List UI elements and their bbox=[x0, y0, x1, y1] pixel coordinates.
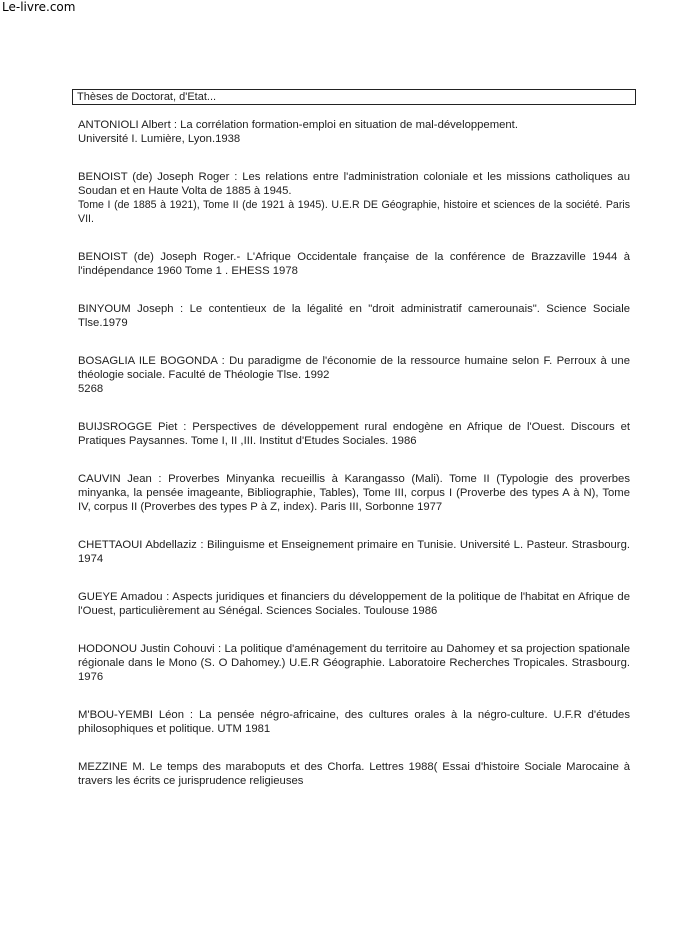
thesis-entry bbox=[78, 760, 630, 788]
entry-text: ANTONIOLI Albert : La corrélation formation-emploi en situation de mal-développement. bbox=[78, 119, 518, 131]
watermark: Le-livre.com bbox=[2, 0, 76, 14]
thesis-entry bbox=[78, 354, 630, 396]
thesis-entry bbox=[78, 472, 630, 514]
entry-text: BENOIST (de) Joseph Roger : Les relations entre l'administration coloniale et les missions catholiques au Soudan et en Haute Volta de 1885 à 1945. bbox=[78, 171, 630, 197]
entry-text: CHETTAOUI Abdellaziz : Bilinguisme et Enseignement primaire en Tunisie. Université L. Pasteur. Strasbourg. 1974 bbox=[78, 539, 630, 565]
thesis-entry bbox=[78, 590, 630, 618]
section-title: Thèses de Doctorat, d'Etat... bbox=[72, 89, 636, 105]
thesis-entry bbox=[78, 170, 630, 226]
entry-text: MEZZINE M. Le temps des maraboputs et des Chorfa. Lettres 1988( Essai d'histoire Sociale Marocaine à travers les écrits ce jurisprudence religieuses bbox=[78, 761, 630, 787]
thesis-list bbox=[78, 118, 630, 812]
entry-text: GUEYE Amadou : Aspects juridiques et financiers du développement de la politique de l'habitat en Afrique de l'Ouest, particulièrement au Sénégal. Sciences Sociales. Toulouse 1986 bbox=[78, 591, 630, 617]
entry-subtext: Tome I (de 1885 à 1921), Tome II (de 1921 à 1945). U.E.R DE Géographie, histoire et sciences de la société. Paris VII. bbox=[78, 199, 630, 225]
entry-text: BENOIST (de) Joseph Roger.- L'Afrique Occidentale française de la conférence de Brazzaville 1944 à l'indépendance 1960 Tome 1 . EHESS 1978 bbox=[78, 251, 630, 277]
entry-text: HODONOU Justin Cohouvi : La politique d'aménagement du territoire au Dahomey et sa projection spationale régionale dans le Mono (S. O Dahomey.) U.E.R Géographie. Laboratoire Recherches Tropicales. Strasbourg. 1976 bbox=[78, 643, 630, 683]
thesis-entry bbox=[78, 420, 630, 448]
thesis-entry bbox=[78, 708, 630, 736]
entry-text: Université I. Lumière, Lyon.1938 bbox=[78, 133, 241, 145]
entry-text: BUIJSROGGE Piet : Perspectives de développement rural endogène en Afrique de l'Ouest. Discours et Pratiques Paysannes. Tome I, II ,III. Institut d'Etudes Sociales. 1986 bbox=[78, 421, 630, 447]
entry-text: 5268 bbox=[78, 383, 104, 395]
entry-text: CAUVIN Jean : Proverbes Minyanka recueillis à Karangasso (Mali). Tome II (Typologie des proverbes minyanka, la pensée imageante, Bibliographie, Tables), Tome III, corpus I (Proverbe des types A à N), Tome IV, corpus II (Proverbes des types P à Z, index). Paris III, Sorbonne 1977 bbox=[78, 473, 630, 513]
thesis-entry bbox=[78, 302, 630, 330]
thesis-entry bbox=[78, 538, 630, 566]
entry-text: BOSAGLIA ILE BOGONDA : Du paradigme de l'économie de la ressource humaine selon F. Perroux à une théologie sociale. Faculté de Théologie Tlse. 1992 bbox=[78, 355, 630, 381]
thesis-entry bbox=[78, 250, 630, 278]
entry-text: BINYOUM Joseph : Le contentieux de la légalité en "droit administratif camerounais". Science Sociale Tlse.1979 bbox=[78, 303, 630, 329]
thesis-entry bbox=[78, 118, 630, 146]
entry-text: M'BOU-YEMBI Léon : La pensée négro-africaine, des cultures orales à la négro-culture. U.F.R d'études philosophiques et politique. UTM 1981 bbox=[78, 709, 630, 735]
thesis-entry bbox=[78, 642, 630, 684]
